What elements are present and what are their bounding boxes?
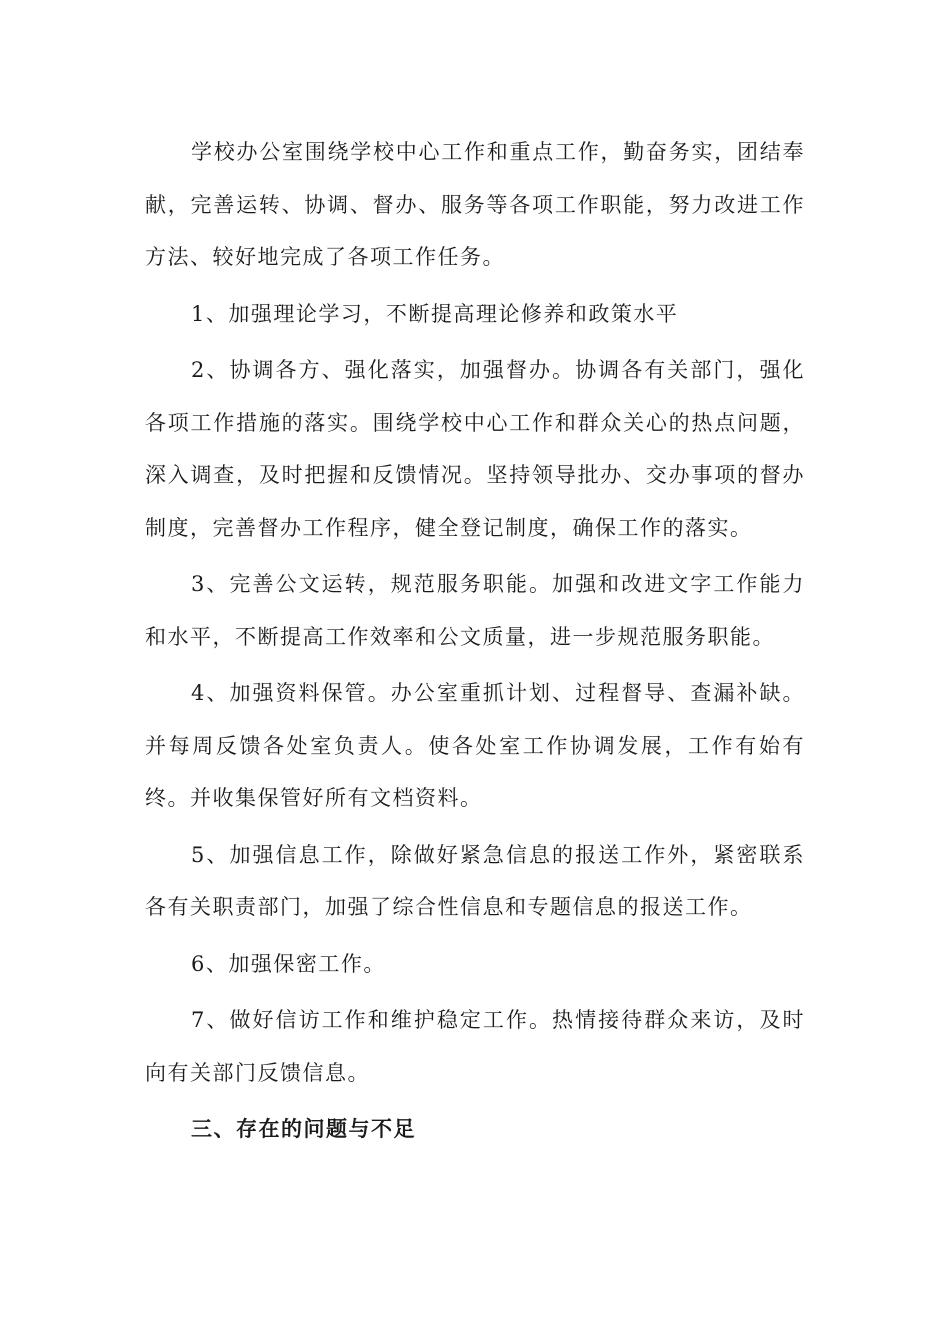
paragraph-item-6: 6、加强保密工作。	[191, 951, 386, 976]
paragraph-item-4: 4、加强资料保管。办公室重抓计划、过程督导、查漏补缺。并每周反馈各处室负责人。使各处室工作协调发展，工作有始有终。并收集保管好所有文档资料。	[145, 681, 805, 810]
paragraph-item-3: 3、完善公文运转，规范服务职能。加强和改进文字工作能力和水平，不断提高工作效率和公文质量，进一步规范服务职能。	[145, 572, 805, 649]
paragraph-item-5: 5、加强信息工作，除做好紧急信息的报送工作外，紧密联系各有关职责部门，加强了综合性信息和专题信息的报送工作。	[145, 842, 805, 919]
paragraph-item-7: 7、做好信访工作和维护稳定工作。热情接待群众来访，及时向有关部门反馈信息。	[145, 1008, 805, 1085]
document-body	[145, 126, 805, 1156]
paragraph-item-1: 1、加强理论学习，不断提高理论修养和政策水平	[191, 301, 679, 326]
paragraph-item-2: 2、协调各方、强化落实，加强督办。协调各有关部门，强化各项工作措施的落实。围绕学校中心工作和群众关心的热点问题，深入调查，及时把握和反馈情况。坚持领导批办、交办事项的督办制度，完善督办工作程序，健全登记制度，确保工作的落实。	[145, 358, 805, 540]
paragraph-intro: 学校办公室围绕学校中心工作和重点工作，勤奋务实，团结奉献，完善运转、协调、督办、服务等各项工作职能，努力改进工作方法、较好地完成了各项工作任务。	[145, 140, 805, 269]
section-heading: 三、存在的问题与不足	[191, 1117, 416, 1141]
